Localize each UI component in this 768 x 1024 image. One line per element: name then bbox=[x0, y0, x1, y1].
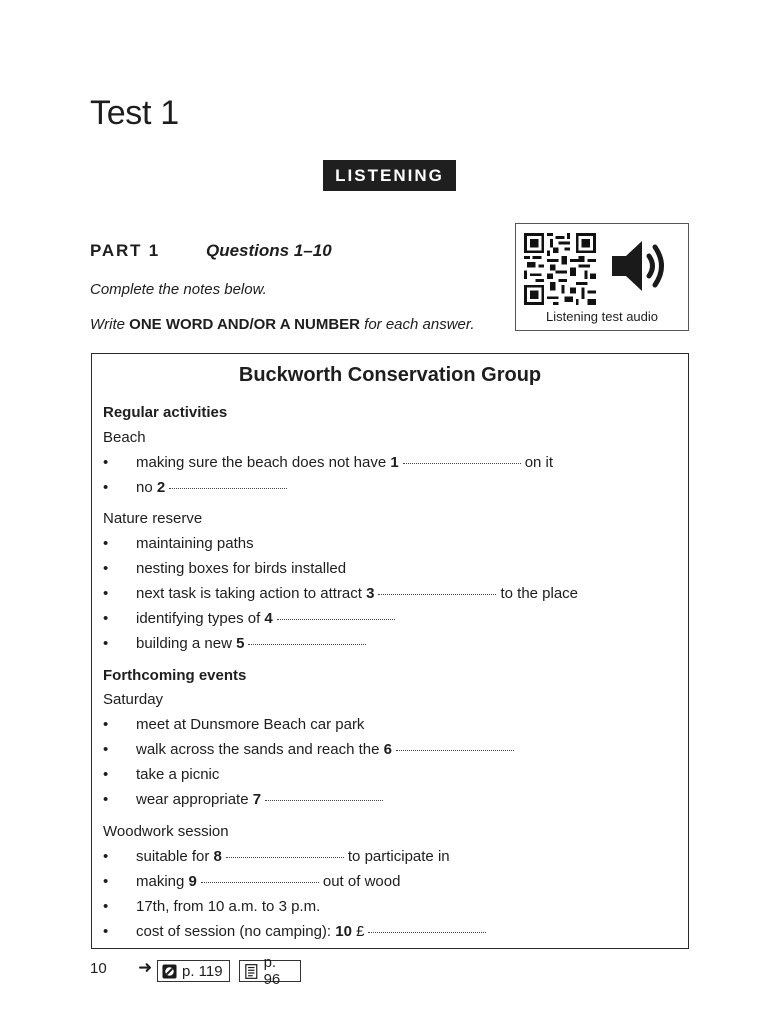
answer-key-reference[interactable]: p. 96 bbox=[239, 960, 301, 982]
bullet-icon: • bbox=[103, 848, 109, 865]
test-title: Test 1 bbox=[90, 94, 179, 132]
answer-blank[interactable] bbox=[226, 857, 344, 858]
answer-blank[interactable] bbox=[277, 619, 395, 620]
nature-reserve-label: Nature reserve bbox=[103, 510, 203, 527]
list-item-text: building a new 5 bbox=[136, 635, 370, 652]
question-number: 3 bbox=[366, 585, 375, 602]
audio-script-icon bbox=[162, 964, 177, 979]
list-item-text: cost of session (no camping): 10 £ bbox=[136, 923, 490, 940]
list-item-text: making 9 out of wood bbox=[136, 873, 401, 890]
question-number: 1 bbox=[390, 454, 399, 471]
audio-caption: Listening test audio bbox=[545, 309, 659, 324]
question-number: 8 bbox=[213, 848, 222, 865]
answer-blank[interactable] bbox=[265, 800, 383, 801]
notes-title: Buckworth Conservation Group bbox=[238, 364, 542, 386]
answer-key-icon bbox=[244, 964, 259, 979]
forthcoming-events-heading: Forthcoming events bbox=[103, 667, 247, 684]
speaker-icon[interactable] bbox=[609, 236, 673, 296]
list-item-text: making sure the beach does not have 1 on it bbox=[136, 454, 554, 471]
section-badge: LISTENING bbox=[323, 160, 456, 191]
answer-blank[interactable] bbox=[378, 594, 496, 595]
bullet-icon: • bbox=[103, 923, 109, 940]
question-number: 7 bbox=[252, 791, 262, 808]
question-number: 2 bbox=[156, 479, 166, 496]
bullet-icon: • bbox=[103, 791, 109, 808]
instruction-complete-notes: Complete the notes below. bbox=[90, 281, 267, 298]
list-item-text: take a picnic bbox=[136, 766, 220, 783]
list-item-text: next task is taking action to attract 3 to the place bbox=[136, 585, 579, 602]
audio-script-reference[interactable]: p. 119 bbox=[157, 960, 230, 982]
question-number: 4 bbox=[264, 610, 273, 627]
question-number: 5 bbox=[236, 635, 245, 652]
saturday-label: Saturday bbox=[103, 691, 164, 708]
page-number: 10 bbox=[90, 960, 107, 977]
question-number: 10 bbox=[335, 923, 352, 940]
part-label: PART 1 bbox=[90, 241, 160, 260]
instruction-word-limit: Write ONE WORD AND/OR A NUMBER for each answer. bbox=[90, 316, 475, 333]
answer-blank[interactable] bbox=[169, 488, 287, 489]
list-item-text: meet at Dunsmore Beach car park bbox=[136, 716, 365, 733]
answer-blank[interactable] bbox=[396, 750, 514, 751]
bullet-icon: • bbox=[103, 873, 109, 890]
answer-blank[interactable] bbox=[248, 644, 366, 645]
bullet-icon: • bbox=[103, 610, 109, 627]
list-item-text: no 2 bbox=[136, 479, 291, 496]
answer-blank[interactable] bbox=[368, 932, 486, 933]
bullet-icon: • bbox=[103, 716, 109, 733]
list-item-text: 17th, from 10 a.m. to 3 p.m. bbox=[136, 898, 321, 915]
question-number: 6 bbox=[383, 741, 392, 758]
bullet-icon: • bbox=[103, 479, 109, 496]
bullet-icon: • bbox=[103, 585, 109, 602]
list-item-text: wear appropriate 7 bbox=[136, 791, 387, 808]
list-item-text: suitable for 8 to participate in bbox=[136, 848, 450, 865]
answer-blank[interactable] bbox=[201, 882, 319, 883]
list-item-text: identifying types of 4 bbox=[136, 610, 399, 627]
bullet-icon: • bbox=[103, 898, 109, 915]
woodwork-session-label: Woodwork session bbox=[103, 823, 229, 840]
bullet-icon: • bbox=[103, 535, 109, 552]
bullet-icon: • bbox=[103, 560, 109, 577]
qr-code-icon[interactable] bbox=[524, 233, 596, 305]
bullet-icon: • bbox=[103, 454, 109, 471]
audio-panel[interactable] bbox=[515, 223, 689, 331]
bullet-icon: • bbox=[103, 741, 109, 758]
list-item-text: maintaining paths bbox=[136, 535, 254, 552]
list-item-text: nesting boxes for birds installed bbox=[136, 560, 347, 577]
questions-range: Questions 1–10 bbox=[206, 241, 332, 260]
word-limit-emphasis: ONE WORD AND/OR A NUMBER bbox=[129, 316, 360, 333]
list-item-text: walk across the sands and reach the 6 bbox=[136, 741, 518, 758]
arrow-icon: ➜ bbox=[138, 958, 153, 977]
question-number: 9 bbox=[188, 873, 197, 890]
beach-label: Beach bbox=[103, 429, 146, 446]
notes-box bbox=[91, 353, 689, 949]
regular-activities-heading: Regular activities bbox=[103, 404, 228, 421]
bullet-icon: • bbox=[103, 635, 109, 652]
bullet-icon: • bbox=[103, 766, 109, 783]
answer-blank[interactable] bbox=[403, 463, 521, 464]
